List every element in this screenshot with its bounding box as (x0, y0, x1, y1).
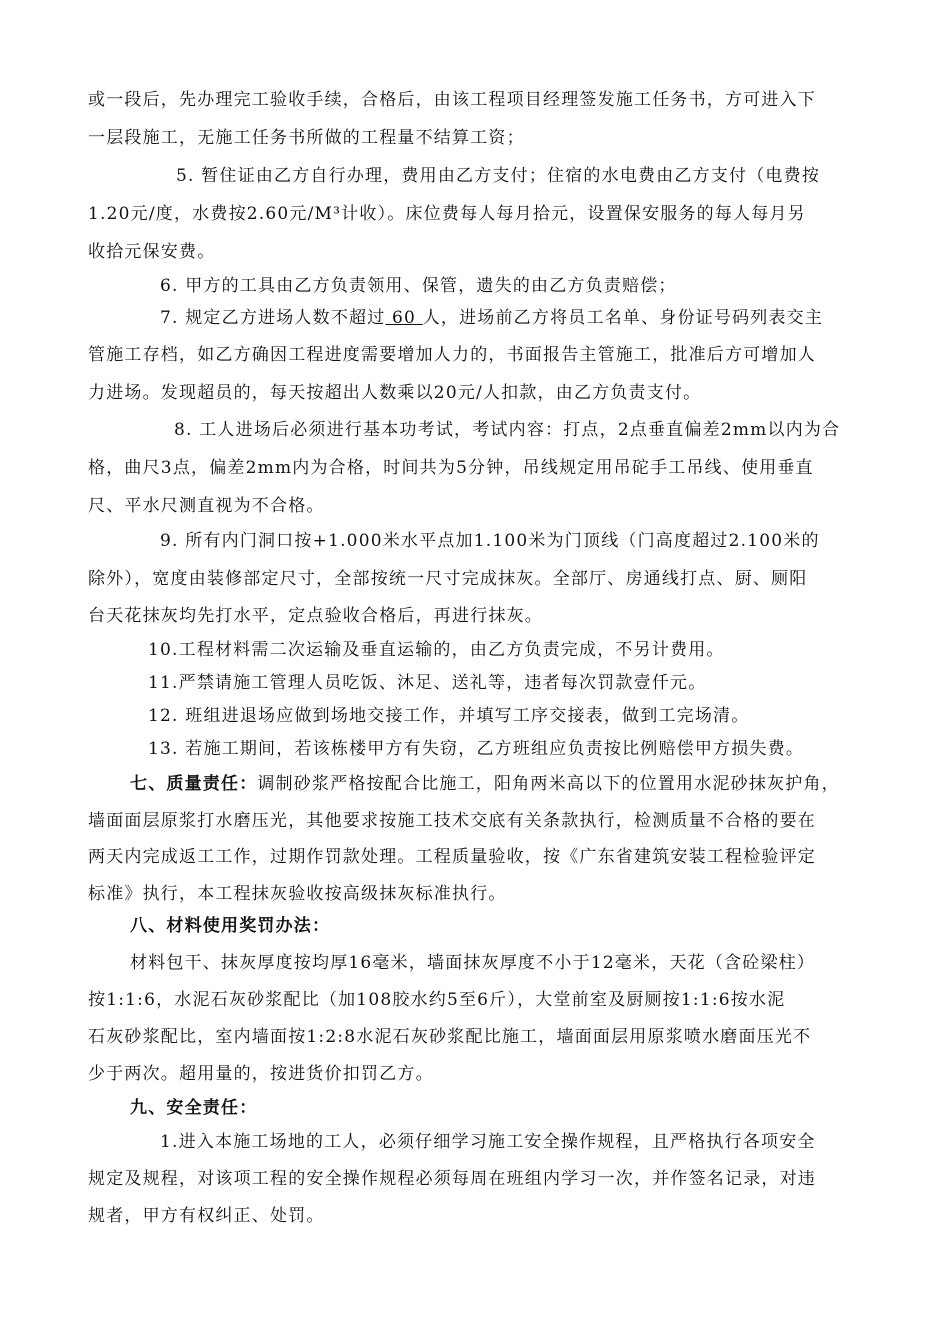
text-line: 除外），宽度由装修部定尺寸，全部按统一尺寸完成抹灰。全部厅、房通线打点、厨、厕阳 (88, 569, 808, 589)
item-7-line (160, 306, 878, 330)
item-7-count: 60 (385, 308, 423, 328)
section-7-text: 调制砂浆严格按配合比施工，阳角两米高以下的位置用水泥砂抹灰护角， (257, 774, 840, 794)
text-line: 或一段后，先办理完工验收手续，合格后，由该工程项目经理签发施工任务书，方可进入下 (88, 90, 816, 110)
text-line: 5. 暂住证由乙方自行办理，费用由乙方支付；住宿的水电费由乙方支付（电费按 (176, 166, 821, 186)
text-line: 1.进入本施工场地的工人，必须仔细学习施工安全操作规程，且严格执行各项安全 (160, 1132, 816, 1152)
text-line: 管施工存档，如乙方确因工程进度需要增加人力的，书面报告主管施工，批准后方可增加人 (88, 345, 816, 365)
text-line: 13. 若施工期间，若该栋楼甲方有失窃，乙方班组应负责按比例赔偿甲方损失费。 (148, 739, 805, 759)
text-line: 1.20元/度，水费按2.60元/M³计收）。床位费每人每月拾元，设置保安服务的每人每月另 (88, 204, 806, 224)
text-line: 12. 班组进退场应做到场地交接工作，并填写工序交接表，做到工完场清。 (148, 706, 750, 726)
text-line: 两天内完成返工工作，过期作罚款处理。工程质量验收，按《广东省建筑安装工程检验评定 (88, 847, 816, 867)
item-7-prefix: 7. 规定乙方进场人数不超过 (160, 308, 386, 328)
text-line: 8. 工人进场后必须进行基本功考试，考试内容：打点，2点垂直偏差2mm以内为合 (174, 420, 841, 440)
text-line: 尺、平水尺测直视为不合格。 (88, 496, 325, 516)
text-line: 石灰砂浆配比，室内墙面按1:2:8水泥石灰砂浆配比施工，墙面面层用原浆喷水磨面压光不 (88, 1027, 812, 1047)
text-line: 一层段施工，无施工任务书所做的工程量不结算工资； (88, 128, 525, 148)
text-line: 格，曲尺3点，偏差2mm内为合格，时间共为5分钟，吊线规定用吊砣手工吊线、使用垂直 (88, 458, 814, 478)
text-line: 10.工程材料需二次运输及垂直运输的，由乙方负责完成，不另计费用。 (148, 640, 725, 660)
section-8-heading: 八、材料使用奖罚办法： (130, 916, 331, 936)
section-9-heading: 九、安全责任： (130, 1098, 258, 1118)
text-line: 规者，甲方有权纠正、处罚。 (88, 1206, 325, 1226)
text-line: 标准》执行，本工程抹灰验收按高级抹灰标准执行。 (88, 884, 507, 904)
item-7-suffix: 人，进场前乙方将员工名单、身份证号码列表交主 (422, 308, 824, 328)
section-7-heading: 七、质量责任： (130, 774, 258, 794)
text-line: 力进场。发现超员的，每天按超出人数乘以20元/人扣款，由乙方负责支付。 (88, 383, 702, 403)
text-line: 11.严禁请施工管理人员吃饭、沐足、送礼等，违者每次罚款壹仟元。 (148, 673, 707, 693)
section-7-line (130, 772, 878, 796)
text-line: 6. 甲方的工具由乙方负责领用、保管，遗失的由乙方负责赔偿； (160, 276, 677, 296)
text-line: 材料包干、抹灰厚度按均厚16毫米，墙面抹灰厚度不小于12毫米，天花（含砼梁柱） (130, 953, 816, 973)
text-line: 少于两次。超用量的，按进货价扣罚乙方。 (88, 1064, 434, 1084)
text-line: 收拾元保安费。 (88, 242, 216, 262)
text-line: 墙面面层原浆打水磨压光，其他要求按施工技术交底有关条款执行，检测质量不合格的要在 (88, 811, 816, 831)
text-line: 规定及规程，对该项工程的安全操作规程必须每周在班组内学习一次，并作签名记录，对违 (88, 1169, 816, 1189)
text-line: 按1:1:6，水泥石灰砂浆配比（加108胶水约5至6斤），大堂前室及厨厕按1:1:6按水泥 (88, 990, 786, 1010)
text-line: 9. 所有内门洞口按+1.000米水平点加1.100米为门顶线（门高度超过2.100米的 (160, 531, 820, 551)
text-line: 台天花抹灰均先打水平，定点验收合格后，再进行抹灰。 (88, 606, 543, 626)
